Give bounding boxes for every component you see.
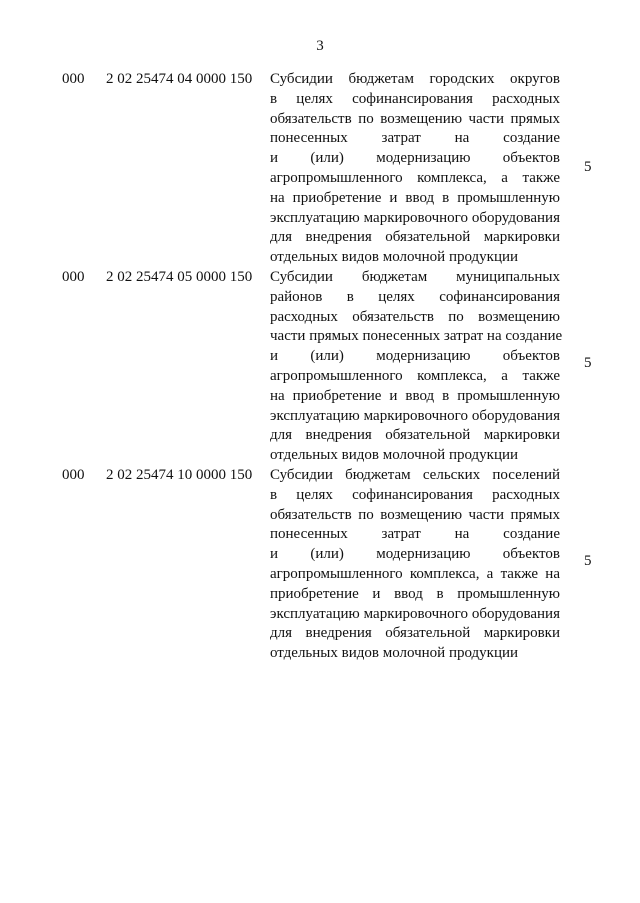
description-line: расходных обязательств по возмещению xyxy=(270,308,560,325)
description-line: эксплуатацию маркировочного оборудования xyxy=(270,209,560,226)
admin-code: 000 xyxy=(62,269,85,285)
row-description xyxy=(270,268,563,466)
description-line: Субсидии бюджетам муниципальных xyxy=(270,269,560,285)
description-line: для внедрения обязательной маркировки xyxy=(270,229,560,246)
amount-value: 5 xyxy=(584,355,592,371)
description-line: агропромышленного комплекса, а также xyxy=(270,169,560,186)
admin-code: 000 xyxy=(62,71,85,87)
description-line: Субсидии бюджетам городских округов xyxy=(270,71,560,87)
description-line: понесенных затрат на создание xyxy=(270,526,560,543)
description-line: агропромышленного комплекса, а также xyxy=(270,367,560,384)
description-line: части прямых понесенных затрат на создание xyxy=(270,328,563,345)
description-line: в целях софинансирования расходных xyxy=(270,486,560,503)
description-line: и (или) модернизацию объектов xyxy=(270,348,560,365)
description-line: отдельных видов молочной продукции xyxy=(270,645,519,662)
description-line: эксплуатацию маркировочного оборудования xyxy=(270,605,560,622)
admin-code: 000 xyxy=(62,467,85,483)
kbk-code: 2 02 25474 10 0000 150 xyxy=(106,467,253,483)
row-description xyxy=(270,466,560,664)
kbk-code: 2 02 25474 04 0000 150 xyxy=(106,71,253,87)
description-line: на приобретение и ввод в промышленную xyxy=(270,387,560,404)
amount-value: 5 xyxy=(584,553,592,569)
description-line: на приобретение и ввод в промышленную xyxy=(270,189,560,206)
description-line: приобретение и ввод в промышленную xyxy=(270,585,560,602)
kbk-code: 2 02 25474 05 0000 150 xyxy=(106,269,253,285)
description-line: понесенных затрат на создание xyxy=(270,130,560,147)
description-line: обязательств по возмещению части прямых xyxy=(270,110,560,127)
description-line: в целях софинансирования расходных xyxy=(270,90,560,107)
description-line: отдельных видов молочной продукции xyxy=(270,249,519,266)
description-line: районов в целях софинансирования xyxy=(270,288,560,305)
row-description xyxy=(270,70,560,268)
description-line: для внедрения обязательной маркировки xyxy=(270,427,560,444)
description-line: агропромышленного комплекса, а также на xyxy=(270,565,560,582)
description-line: обязательств по возмещению части прямых xyxy=(270,506,560,523)
description-line: для внедрения обязательной маркировки xyxy=(270,625,560,642)
description-line: и (или) модернизацию объектов xyxy=(270,150,560,167)
amount-value: 5 xyxy=(584,159,592,175)
description-line: эксплуатацию маркировочного оборудования xyxy=(270,407,560,424)
description-line: Субсидии бюджетам сельских поселений xyxy=(270,467,560,483)
description-line: и (или) модернизацию объектов xyxy=(270,546,560,563)
page-number: 3 xyxy=(316,38,324,54)
description-line: отдельных видов молочной продукции xyxy=(270,447,519,464)
